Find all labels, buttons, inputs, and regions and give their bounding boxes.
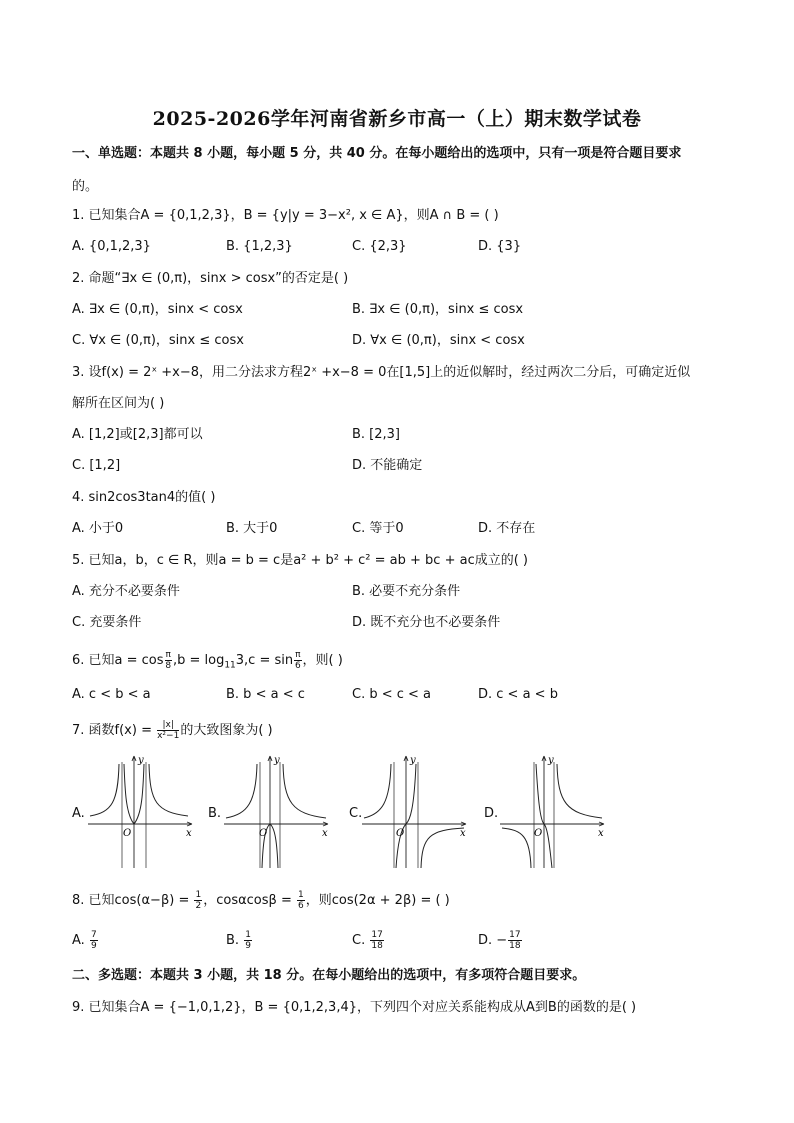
q8-option-d-frac — [508, 930, 521, 951]
q2-option-b: B. ∃x ∈ (0,π)，sinx ≤ cosx — [352, 302, 524, 317]
q8-option-a-label: A. — [72, 933, 89, 948]
q8-f1-den: 2 — [195, 901, 202, 911]
q4-option-d: D. 不存在 — [478, 521, 536, 536]
q7-graph-a — [86, 752, 198, 870]
q8-stem-b: ，cosαcosβ = — [203, 893, 296, 908]
q8-f1-num: 1 — [195, 890, 202, 900]
q2-option-a: A. ∃x ∈ (0,π)，sinx < cosx — [72, 302, 243, 317]
q8-b-num: 1 — [245, 930, 251, 940]
q9-stem: 9. 已知集合A = {−1,0,1,2}，B = {0,1,2,3,4}，下列四个对应关系能构成从A到B的函数的是( ) — [72, 1000, 637, 1015]
q8-a-den: 9 — [90, 941, 97, 951]
q8-f2-num: 1 — [298, 890, 304, 900]
page-title: 2025-2026学年河南省新乡市高一（上）期末数学试卷 — [152, 108, 642, 130]
q8-stem-a: 8. 已知cos(α−β) = — [72, 893, 194, 908]
q6-log-base: 11 — [224, 660, 236, 671]
q8-frac-half — [194, 890, 202, 911]
q8-option-d — [478, 930, 523, 951]
q8-option-a — [72, 930, 99, 951]
q8-option-c-frac — [370, 930, 383, 951]
q7-graph-a-y-label: y — [138, 755, 144, 766]
q7-label-b: B. — [208, 806, 222, 821]
q8-d-den: 18 — [509, 941, 521, 951]
q6-frac-pi-6 — [294, 650, 301, 671]
section2-heading: 二、多选题：本题共 3 小题，共 18 分。在每小题给出的选项中，有多项符合题目要求。 — [72, 968, 586, 983]
q7-graph-b — [222, 752, 334, 870]
q8-b-den: 9 — [245, 941, 251, 951]
q4-option-b: B. 大于0 — [226, 521, 278, 536]
q3-option-b: B. [2,3] — [352, 427, 401, 442]
q7-label-c: C. — [349, 806, 363, 821]
q8-option-a-frac — [90, 930, 98, 951]
q1-option-b: B. {1,2,3} — [226, 239, 293, 254]
q8-option-c — [352, 930, 385, 951]
q8-frac-sixth — [297, 890, 305, 911]
section1-heading-cont: 的。 — [72, 179, 99, 194]
q7-graph-b-x-label: x — [322, 828, 328, 839]
section1-heading: 一、单选题：本题共 8 小题，每小题 5 分，共 40 分。在每小题给出的选项中，只有一项是符合题目要求 — [72, 146, 682, 161]
q8-d-num: 17 — [509, 930, 521, 940]
q6-option-b: B. b < a < c — [226, 687, 305, 702]
q7-graph-c-origin: O — [396, 828, 405, 839]
q7-function-frac — [157, 720, 179, 741]
q6-option-a: A. c < b < a — [72, 687, 151, 702]
q8-option-d-label: D. − — [478, 933, 508, 948]
q8-c-den: 18 — [371, 941, 383, 951]
q4-option-c: C. 等于0 — [352, 521, 404, 536]
q6-stem-a: 6. 已知a = cos — [72, 653, 164, 668]
q6-frac1-den: 8 — [165, 661, 172, 671]
q8-stem-c: ，则cos(2α + 2β) = ( ) — [305, 893, 450, 908]
q8-option-b-label: B. — [226, 933, 244, 948]
q6-option-c: C. b < c < a — [352, 687, 432, 702]
q8-c-num: 17 — [371, 930, 383, 940]
q7-graph-b-y-label: y — [274, 755, 280, 766]
q6-stem-d: ，则( ) — [302, 653, 343, 668]
q3-option-c: C. [1,2] — [72, 458, 121, 473]
q5-option-d: D. 既不充分也不必要条件 — [352, 615, 501, 630]
q7-label-d: D. — [484, 806, 499, 821]
q7-graph-a-x-label: x — [186, 828, 192, 839]
q7-frac-num: |x| — [157, 720, 179, 731]
q7-stem-b: 的大致图象为( ) — [180, 723, 273, 738]
q7-graph-c — [360, 752, 472, 870]
q6-frac2-num: π — [295, 650, 301, 660]
q1-option-d: D. {3} — [478, 239, 522, 254]
q3-option-a: A. [1,2]或[2,3]都可以 — [72, 427, 203, 442]
q6-frac2-den: 6 — [294, 661, 301, 671]
q8-option-b — [226, 930, 253, 951]
q1-option-a: A. {0,1,2,3} — [72, 239, 151, 254]
q6-stem — [72, 650, 343, 675]
q2-option-d: D. ∀x ∈ (0,π)，sinx < cosx — [352, 333, 525, 348]
q8-a-num: 7 — [90, 930, 97, 940]
q3-option-d: D. 不能确定 — [352, 458, 423, 473]
q7-graph-d-x-label: x — [598, 828, 604, 839]
q4-option-a: A. 小于0 — [72, 521, 124, 536]
q5-option-b: B. 必要不充分条件 — [352, 584, 461, 599]
q2-stem: 2. 命题“∃x ∈ (0,π)，sinx > cosx”的否定是( ) — [72, 271, 349, 286]
q7-graph-b-origin: O — [259, 828, 268, 839]
q7-graph-c-y-label: y — [410, 755, 416, 766]
q7-graph-d — [498, 752, 610, 870]
q8-option-b-frac — [244, 930, 252, 951]
q8-f2-den: 6 — [298, 901, 304, 911]
q5-stem: 5. 已知a，b，c ∈ R，则a = b = c是a² + b² + c² = ab + bc + ac成立的( ) — [72, 553, 528, 568]
q7-graph-d-y-label: y — [548, 755, 554, 766]
q6-option-d: D. c < a < b — [478, 687, 558, 702]
q6-stem-c: 3,c = sin — [235, 653, 294, 668]
q7-stem-a: 7. 函数f(x) = — [72, 723, 157, 738]
q7-label-a: A. — [72, 806, 85, 821]
q6-frac1-num: π — [165, 650, 171, 660]
q5-option-a: A. 充分不必要条件 — [72, 584, 180, 599]
q6-frac-pi-8 — [165, 650, 172, 671]
q2-option-c: C. ∀x ∈ (0,π)，sinx ≤ cosx — [72, 333, 244, 348]
q8-option-c-label: C. — [352, 933, 370, 948]
q6-stem-b: ,b = log — [172, 653, 225, 668]
q1-option-c: C. {2,3} — [352, 239, 407, 254]
q3-stem: 3. 设f(x) = 2ˣ +x−8，用二分法求方程2ˣ +x−8 = 0在[1,5]上的近似解时，经过两次二分后，可确定近似 — [72, 365, 691, 380]
q7-graph-a-origin: O — [123, 828, 132, 839]
q3-stem-cont: 解所在区间为( ) — [72, 396, 165, 411]
q7-graph-d-origin: O — [534, 828, 543, 839]
q4-stem: 4. sin2cos3tan4的值( ) — [72, 490, 216, 505]
q5-option-c: C. 充要条件 — [72, 615, 142, 630]
q1-stem: 1. 已知集合A = {0,1,2,3}，B = {y|y = 3−x², x ∈ A}，则A ∩ B = ( ) — [72, 208, 499, 223]
q7-graph-c-x-label: x — [460, 828, 466, 839]
q7-frac-den: x²−1 — [157, 731, 180, 741]
q8-stem — [72, 890, 450, 911]
q7-stem — [72, 720, 273, 741]
